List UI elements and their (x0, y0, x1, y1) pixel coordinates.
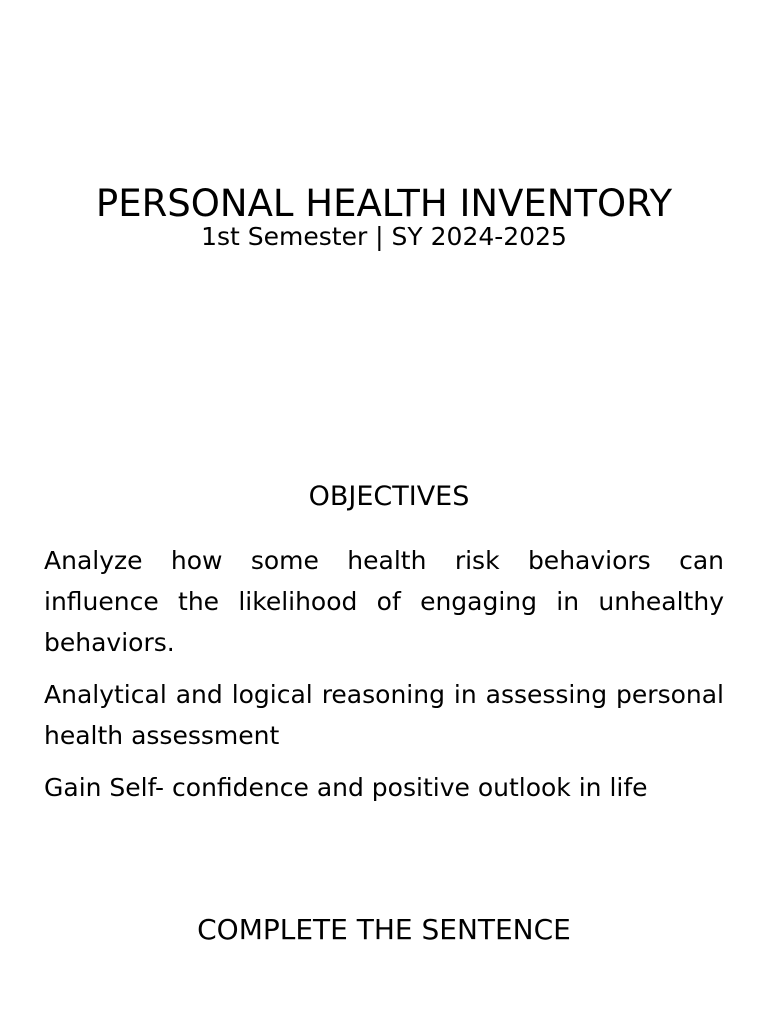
page-title: PERSONAL HEALTH INVENTORY (95, 182, 673, 225)
objectives-heading: OBJECTIVES (308, 481, 470, 512)
objective-item-2: Analytical and logical reasoning in assessing personal health assessment (44, 680, 724, 750)
objective-item-3: Gain Self- confidence and positive outlook in life (44, 773, 648, 802)
complete-the-sentence-heading: COMPLETE THE SENTENCE (197, 913, 571, 946)
objectives-list (44, 540, 724, 819)
objective-item-1: Analyze how some health risk behaviors can influence the likelihood of engaging in unhealthy behaviors. (44, 546, 724, 657)
page-subtitle: 1st Semester | SY 2024-2025 (201, 222, 567, 251)
